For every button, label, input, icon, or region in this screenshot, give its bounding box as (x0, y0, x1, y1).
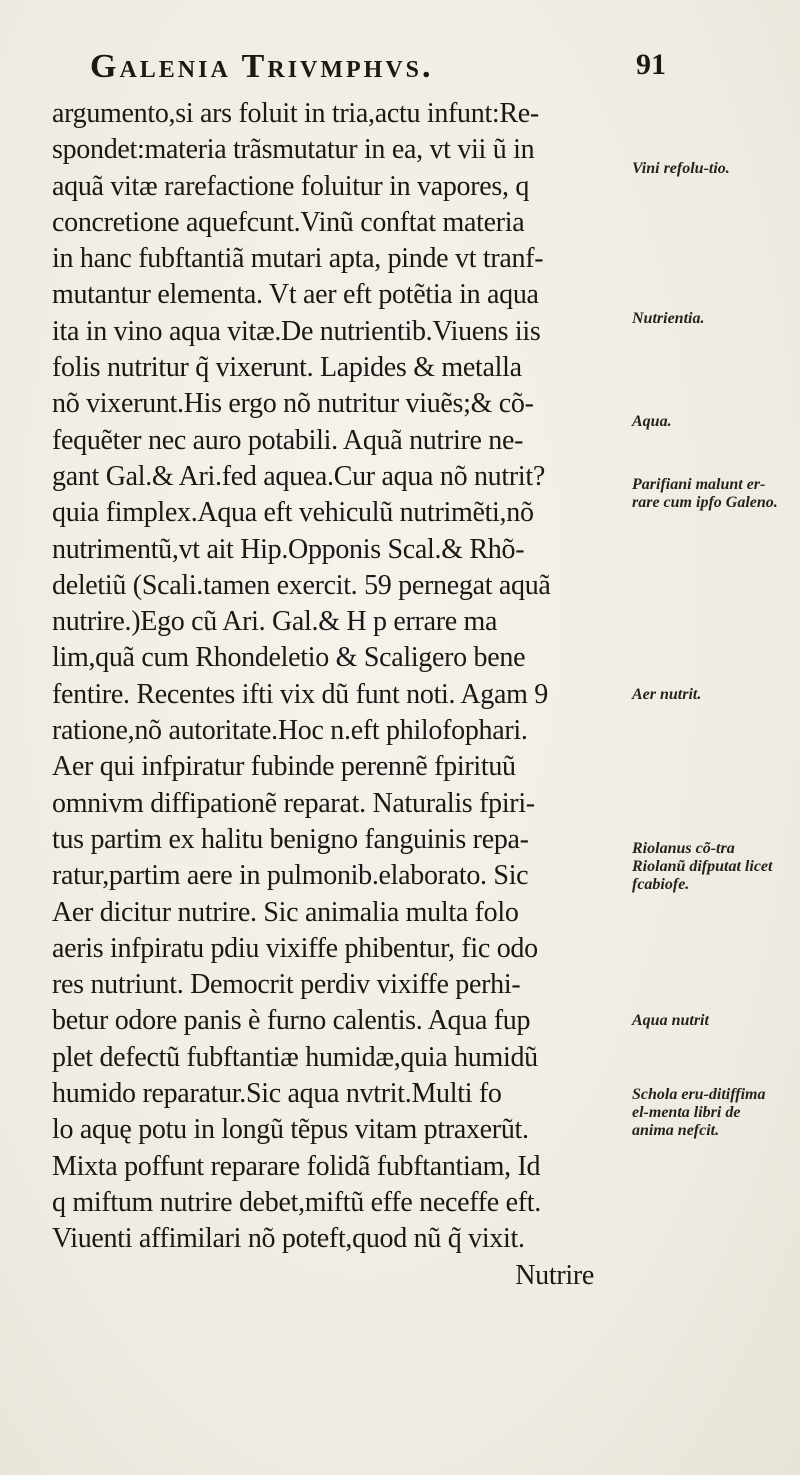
text-line: mutantur elementa. Vt aer eft potẽtia in aqua (52, 279, 539, 311)
text-line: fequẽter nec auro potabili. Aquã nutrire ne- (52, 424, 524, 456)
text-line: deletiũ (Scali.tamen exercit. 59 pernegat aquã (52, 569, 551, 601)
text-line: Aer qui infpiratur fubinde perennẽ fpirituũ (52, 751, 516, 783)
text-line: humido reparatur.Sic aqua nvtrit.Multi fo (52, 1078, 502, 1110)
text-line: ratur,partim aere in pulmonib.elaborato. Sic (52, 860, 529, 892)
text-line: spondet:materia trãsmutatur in ea, vt vii ũ in (52, 134, 535, 166)
text-line: res nutriunt. Democrit perdiv vixiffe perhi- (52, 969, 521, 1001)
text-line: Viuenti affimilari nõ poteft,quod nũ q̃ vixit. (52, 1223, 525, 1255)
text-line: q miftum nutrire debet,miftũ effe neceffe eft. (52, 1186, 541, 1218)
text-line: nõ vixerunt.His ergo nõ nutritur viuẽs;& cõ- (52, 388, 534, 420)
text-line: aquã vitæ rarefactione foluitur in vapores, q (52, 170, 530, 202)
page-number: 91 (636, 48, 666, 81)
text-line: plet defectũ fubftantiæ humidæ,quia humidũ (52, 1041, 538, 1073)
text-line: tus partim ex halitu benigno fanguinis repa- (52, 823, 529, 855)
margin-note: Aer nutrit. (632, 686, 702, 703)
text-line: betur odore panis è furno calentis. Aqua fup (52, 1005, 531, 1037)
text-line: quia fimplex.Aqua eft vehiculũ nutrimẽti,nõ (52, 497, 534, 529)
margin-note: Vini refolu-tio. (632, 160, 730, 177)
text-line: gant Gal.& Ari.fed aquea.Cur aqua nõ nutrit? (52, 460, 545, 492)
margin-note: Riolanus cõ-tra Riolanũ difputat licet fcabiofe. (632, 840, 773, 893)
margin-note: Parifiani malunt er-rare cum ipfo Galeno. (632, 476, 778, 511)
text-line: lo aquę potu in longũ tẽpus vitam ptraxerũt. (52, 1114, 529, 1146)
text-line: Aer dicitur nutrire. Sic animalia multa folo (52, 896, 519, 928)
margin-note: Nutrientia. (632, 310, 705, 327)
text-line: nutrire.)Ego cũ Ari. Gal.& H p errare ma (52, 606, 498, 638)
text-line: Mixta poffunt reparare folidã fubftantiam, Id (52, 1150, 541, 1182)
text-line: argumento,si ars foluit in tria,actu infunt:Re- (52, 98, 539, 129)
text-line: aeris infpiratu pdiu vixiffe phibentur, fic odo (52, 932, 538, 964)
catchword: Nutrire (515, 1259, 594, 1291)
margin-note: Aqua. (632, 413, 672, 430)
text-line: folis nutritur q̃ vixerunt. Lapides & metalla (52, 352, 522, 384)
text-line: fentire. Recentes ifti vix dũ funt noti. Agam 9 (52, 678, 549, 710)
text-line: lim,quã cum Rhondeletio & Scaligero bene (52, 642, 526, 674)
text-line: ita in vino aqua vitæ.De nutrientib.Viuens iis (52, 315, 541, 347)
text-line: ratione,nõ autoritate.Hoc n.eft philofophari. (52, 715, 528, 747)
text-line: nutrimentũ,vt ait Hip.Opponis Scal.& Rhõ- (52, 533, 525, 565)
text-line: concretione aquefcunt.Vinũ conftat materia (52, 206, 525, 238)
margin-note: Schola eru-ditiffima el-menta libri de anima nefcit. (632, 1086, 766, 1139)
margin-note: Aqua nutrit (632, 1012, 709, 1029)
running-title: Galenia Trivmphvs. (90, 48, 434, 85)
text-line: in hanc fubftantiã mutari apta, pinde vt tranf- (52, 243, 544, 275)
text-line: omnivm diffipationẽ reparat. Naturalis fpiri- (52, 787, 535, 819)
